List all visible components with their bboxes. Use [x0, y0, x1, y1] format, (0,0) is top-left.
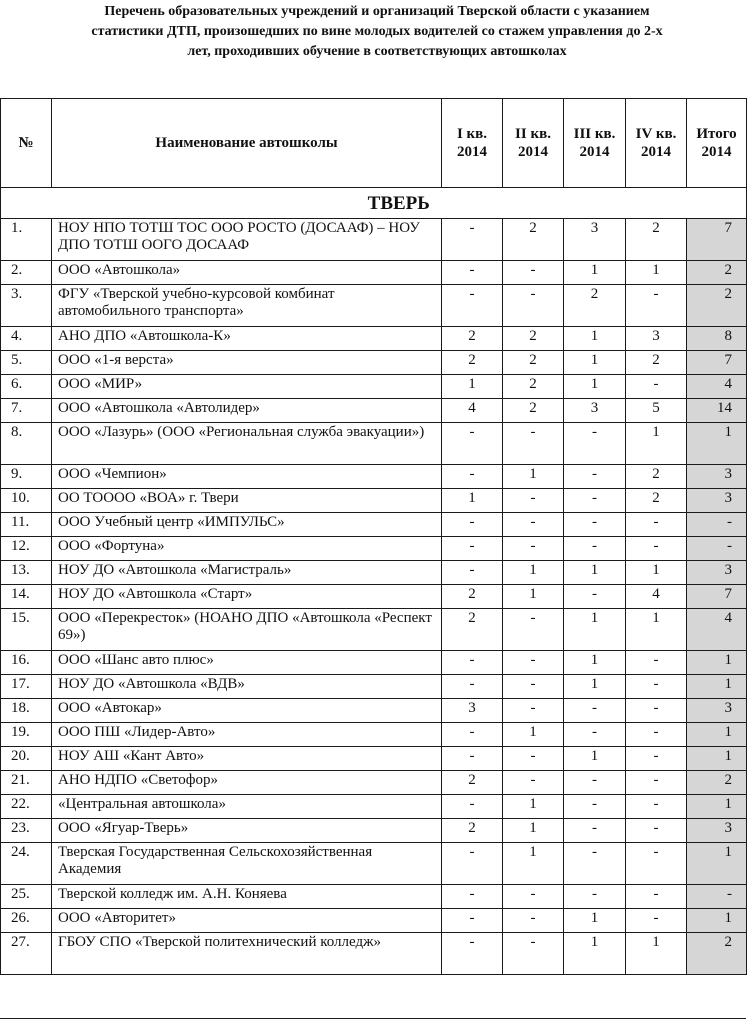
row-number: 7. — [1, 399, 52, 423]
table-row — [1, 375, 747, 399]
q1-value: 2 — [442, 327, 503, 351]
table-row — [1, 327, 747, 351]
row-number: 15. — [1, 609, 52, 651]
table-row — [1, 219, 747, 261]
q3-value: 1 — [564, 327, 626, 351]
header-q3: III кв. 2014 — [564, 99, 626, 188]
q3-value: 3 — [564, 399, 626, 423]
table-row — [1, 261, 747, 285]
q2-value: 1 — [503, 723, 564, 747]
school-name: ООО «Автошкола» — [52, 261, 442, 285]
table-row — [1, 885, 747, 909]
total-value: 7 — [687, 585, 747, 609]
school-name: АНО НДПО «Светофор» — [52, 771, 442, 795]
q3-value: - — [564, 819, 626, 843]
row-number: 23. — [1, 819, 52, 843]
q2-value: 2 — [503, 351, 564, 375]
table-row — [1, 699, 747, 723]
q2-value: 1 — [503, 465, 564, 489]
q1-value: - — [442, 723, 503, 747]
table-header-row — [1, 99, 747, 188]
q2-value: - — [503, 771, 564, 795]
q3-value: - — [564, 513, 626, 537]
total-value: 3 — [687, 819, 747, 843]
q3-value: - — [564, 795, 626, 819]
q4-value: - — [626, 771, 687, 795]
q2-value: 1 — [503, 795, 564, 819]
table-row — [1, 423, 747, 465]
q1-value: 2 — [442, 351, 503, 375]
school-name: ФГУ «Тверской учебно-курсовой комбинат автомобильного транспорта» — [52, 285, 442, 327]
total-value: 1 — [687, 651, 747, 675]
total-value: 2 — [687, 285, 747, 327]
header-q2: II кв. 2014 — [503, 99, 564, 188]
q3-value: - — [564, 537, 626, 561]
row-number: 8. — [1, 423, 52, 465]
q4-value: 2 — [626, 351, 687, 375]
q4-value: - — [626, 909, 687, 933]
total-value: 8 — [687, 327, 747, 351]
q2-value: 2 — [503, 219, 564, 261]
header-num: № — [1, 99, 52, 188]
school-name: ООО «Чемпион» — [52, 465, 442, 489]
school-name: НОУ ДО «Автошкола «ВДВ» — [52, 675, 442, 699]
q4-value: - — [626, 843, 687, 885]
q2-value: - — [503, 513, 564, 537]
q4-value: 1 — [626, 261, 687, 285]
q1-value: 2 — [442, 609, 503, 651]
table-row — [1, 747, 747, 771]
school-name: ООО Учебный центр «ИМПУЛЬС» — [52, 513, 442, 537]
row-number: 26. — [1, 909, 52, 933]
q4-value: - — [626, 795, 687, 819]
q3-value: 1 — [564, 375, 626, 399]
q3-value: 1 — [564, 933, 626, 975]
total-value: - — [687, 537, 747, 561]
q1-value: - — [442, 261, 503, 285]
q1-value: - — [442, 513, 503, 537]
q1-value: 1 — [442, 489, 503, 513]
q2-value: - — [503, 537, 564, 561]
table-row — [1, 351, 747, 375]
q1-value: 2 — [442, 771, 503, 795]
q1-value: - — [442, 219, 503, 261]
q3-value: 1 — [564, 747, 626, 771]
total-value: 1 — [687, 795, 747, 819]
row-number: 11. — [1, 513, 52, 537]
total-value: 1 — [687, 843, 747, 885]
q2-value: - — [503, 747, 564, 771]
table-row — [1, 651, 747, 675]
q2-value: 1 — [503, 819, 564, 843]
q2-value: - — [503, 651, 564, 675]
q3-value: - — [564, 771, 626, 795]
q1-value: - — [442, 423, 503, 465]
table-row — [1, 723, 747, 747]
q2-value: 2 — [503, 327, 564, 351]
school-name: ООО «МИР» — [52, 375, 442, 399]
school-name: Тверская Государственная Сельскохозяйственная Академия — [52, 843, 442, 885]
school-name: ООО «Автошкола «Автолидер» — [52, 399, 442, 423]
section-row — [1, 188, 747, 219]
table-row — [1, 843, 747, 885]
total-value: - — [687, 885, 747, 909]
table-row — [1, 399, 747, 423]
q4-value: 5 — [626, 399, 687, 423]
total-value: 7 — [687, 351, 747, 375]
q2-value: 2 — [503, 375, 564, 399]
title-line-3: лет, проходивших обучение в соответствующих автошколах — [187, 44, 567, 59]
total-value: 4 — [687, 375, 747, 399]
q4-value: - — [626, 651, 687, 675]
total-value: 3 — [687, 465, 747, 489]
total-value: 3 — [687, 489, 747, 513]
row-number: 9. — [1, 465, 52, 489]
q4-value: - — [626, 747, 687, 771]
q4-value: - — [626, 285, 687, 327]
q1-value: - — [442, 843, 503, 885]
q2-value: - — [503, 933, 564, 975]
q1-value: - — [442, 651, 503, 675]
q1-value: - — [442, 537, 503, 561]
header-q4: IV кв. 2014 — [626, 99, 687, 188]
header-name: Наименование автошколы — [52, 99, 442, 188]
table-row — [1, 609, 747, 651]
row-number: 4. — [1, 327, 52, 351]
school-name: ООО «Лазурь» (ООО «Региональная служба эвакуации») — [52, 423, 442, 465]
row-number: 14. — [1, 585, 52, 609]
table-row — [1, 285, 747, 327]
q2-value: - — [503, 285, 564, 327]
q4-value: 1 — [626, 609, 687, 651]
table-row — [1, 795, 747, 819]
row-number: 18. — [1, 699, 52, 723]
q4-value: 2 — [626, 465, 687, 489]
row-number: 6. — [1, 375, 52, 399]
total-value: 3 — [687, 561, 747, 585]
q2-value: - — [503, 675, 564, 699]
q2-value: - — [503, 261, 564, 285]
table-row — [1, 489, 747, 513]
q2-value: 1 — [503, 585, 564, 609]
q3-value: - — [564, 585, 626, 609]
header-total: Итого 2014 — [687, 99, 747, 188]
q1-value: - — [442, 285, 503, 327]
q1-value: - — [442, 675, 503, 699]
row-number: 20. — [1, 747, 52, 771]
q4-value: 3 — [626, 327, 687, 351]
table-row — [1, 819, 747, 843]
table-row — [1, 513, 747, 537]
q4-value: 2 — [626, 489, 687, 513]
total-value: 2 — [687, 261, 747, 285]
q1-value: - — [442, 561, 503, 585]
row-number: 1. — [1, 219, 52, 261]
q2-value: - — [503, 489, 564, 513]
row-number: 24. — [1, 843, 52, 885]
q4-value: - — [626, 723, 687, 747]
row-number: 12. — [1, 537, 52, 561]
q3-value: - — [564, 489, 626, 513]
q3-value: - — [564, 723, 626, 747]
document-title — [0, 2, 754, 62]
table-row — [1, 585, 747, 609]
table-row — [1, 771, 747, 795]
total-value: 4 — [687, 609, 747, 651]
table-row — [1, 933, 747, 975]
total-value: 1 — [687, 747, 747, 771]
q2-value: - — [503, 609, 564, 651]
q3-value: - — [564, 699, 626, 723]
title-line-2: статистики ДТП, произошедших по вине молодых водителей со стажем управления до 2-х — [91, 24, 663, 39]
q2-value: 1 — [503, 843, 564, 885]
q2-value: - — [503, 699, 564, 723]
school-name: АНО ДПО «Автошкола-К» — [52, 327, 442, 351]
row-number: 3. — [1, 285, 52, 327]
q3-value: - — [564, 465, 626, 489]
q2-value: 1 — [503, 561, 564, 585]
total-value: - — [687, 513, 747, 537]
table-row — [1, 909, 747, 933]
row-number: 21. — [1, 771, 52, 795]
row-number: 10. — [1, 489, 52, 513]
q1-value: - — [442, 747, 503, 771]
row-number: 5. — [1, 351, 52, 375]
school-name: ООО «Фортуна» — [52, 537, 442, 561]
row-number: 27. — [1, 933, 52, 975]
school-name: НОУ НПО ТОТШ ТОС ООО РОСТО (ДОСААФ) – НОУ ДПО ТОТШ ООГО ДОСААФ — [52, 219, 442, 261]
school-name: ООО «Ягуар-Тверь» — [52, 819, 442, 843]
table-row — [1, 561, 747, 585]
row-number: 19. — [1, 723, 52, 747]
q4-value: - — [626, 513, 687, 537]
q4-value: 1 — [626, 933, 687, 975]
table-row — [1, 465, 747, 489]
school-name: ОО ТОООО «ВОА» г. Твери — [52, 489, 442, 513]
school-name: ООО «1-я верста» — [52, 351, 442, 375]
title-line-1: Перечень образовательных учреждений и организаций Тверской области с указанием — [104, 4, 650, 19]
q4-value: - — [626, 819, 687, 843]
row-number: 25. — [1, 885, 52, 909]
q1-value: - — [442, 465, 503, 489]
school-name: ООО «Автокар» — [52, 699, 442, 723]
school-name: НОУ ДО «Автошкола «Старт» — [52, 585, 442, 609]
table-row — [1, 537, 747, 561]
row-number: 2. — [1, 261, 52, 285]
total-value: 3 — [687, 699, 747, 723]
q1-value: 2 — [442, 819, 503, 843]
driving-schools-table — [0, 98, 747, 975]
school-name: ООО «Перекресток» (НОАНО ДПО «Автошкола «Респект 69») — [52, 609, 442, 651]
q3-value: 1 — [564, 675, 626, 699]
q3-value: 1 — [564, 909, 626, 933]
q4-value: 4 — [626, 585, 687, 609]
q1-value: - — [442, 933, 503, 975]
q3-value: 1 — [564, 609, 626, 651]
q4-value: - — [626, 537, 687, 561]
q1-value: 2 — [442, 585, 503, 609]
q3-value: - — [564, 843, 626, 885]
row-number: 22. — [1, 795, 52, 819]
total-value: 2 — [687, 771, 747, 795]
q3-value: 1 — [564, 561, 626, 585]
q4-value: - — [626, 675, 687, 699]
q1-value: 4 — [442, 399, 503, 423]
school-name: ООО «Авторитет» — [52, 909, 442, 933]
q3-value: - — [564, 423, 626, 465]
school-name: ООО «Шанс авто плюс» — [52, 651, 442, 675]
row-number: 17. — [1, 675, 52, 699]
total-value: 2 — [687, 933, 747, 975]
q3-value: 1 — [564, 651, 626, 675]
row-number: 13. — [1, 561, 52, 585]
total-value: 1 — [687, 723, 747, 747]
header-q1: I кв. 2014 — [442, 99, 503, 188]
q2-value: - — [503, 423, 564, 465]
q1-value: 1 — [442, 375, 503, 399]
total-value: 7 — [687, 219, 747, 261]
school-name: НОУ ДО «Автошкола «Магистраль» — [52, 561, 442, 585]
school-name: «Центральная автошкола» — [52, 795, 442, 819]
row-number: 16. — [1, 651, 52, 675]
q1-value: - — [442, 795, 503, 819]
q1-value: - — [442, 909, 503, 933]
school-name: НОУ АШ «Кант Авто» — [52, 747, 442, 771]
total-value: 1 — [687, 423, 747, 465]
q4-value: 2 — [626, 219, 687, 261]
q2-value: - — [503, 885, 564, 909]
school-name: Тверской колледж им. А.Н. Коняева — [52, 885, 442, 909]
table-row — [1, 675, 747, 699]
q1-value: 3 — [442, 699, 503, 723]
total-value: 14 — [687, 399, 747, 423]
q2-value: - — [503, 909, 564, 933]
section-title: ТВЕРЬ — [52, 188, 747, 219]
q3-value: - — [564, 885, 626, 909]
q3-value: 1 — [564, 351, 626, 375]
total-value: 1 — [687, 909, 747, 933]
q4-value: - — [626, 375, 687, 399]
school-name: ГБОУ СПО «Тверской политехнический колледж» — [52, 933, 442, 975]
school-name: ООО ПШ «Лидер-Авто» — [52, 723, 442, 747]
q1-value: - — [442, 885, 503, 909]
q4-value: - — [626, 885, 687, 909]
q2-value: 2 — [503, 399, 564, 423]
q4-value: 1 — [626, 423, 687, 465]
q4-value: 1 — [626, 561, 687, 585]
total-value: 1 — [687, 675, 747, 699]
q3-value: 1 — [564, 261, 626, 285]
q4-value: - — [626, 699, 687, 723]
q3-value: 2 — [564, 285, 626, 327]
q3-value: 3 — [564, 219, 626, 261]
